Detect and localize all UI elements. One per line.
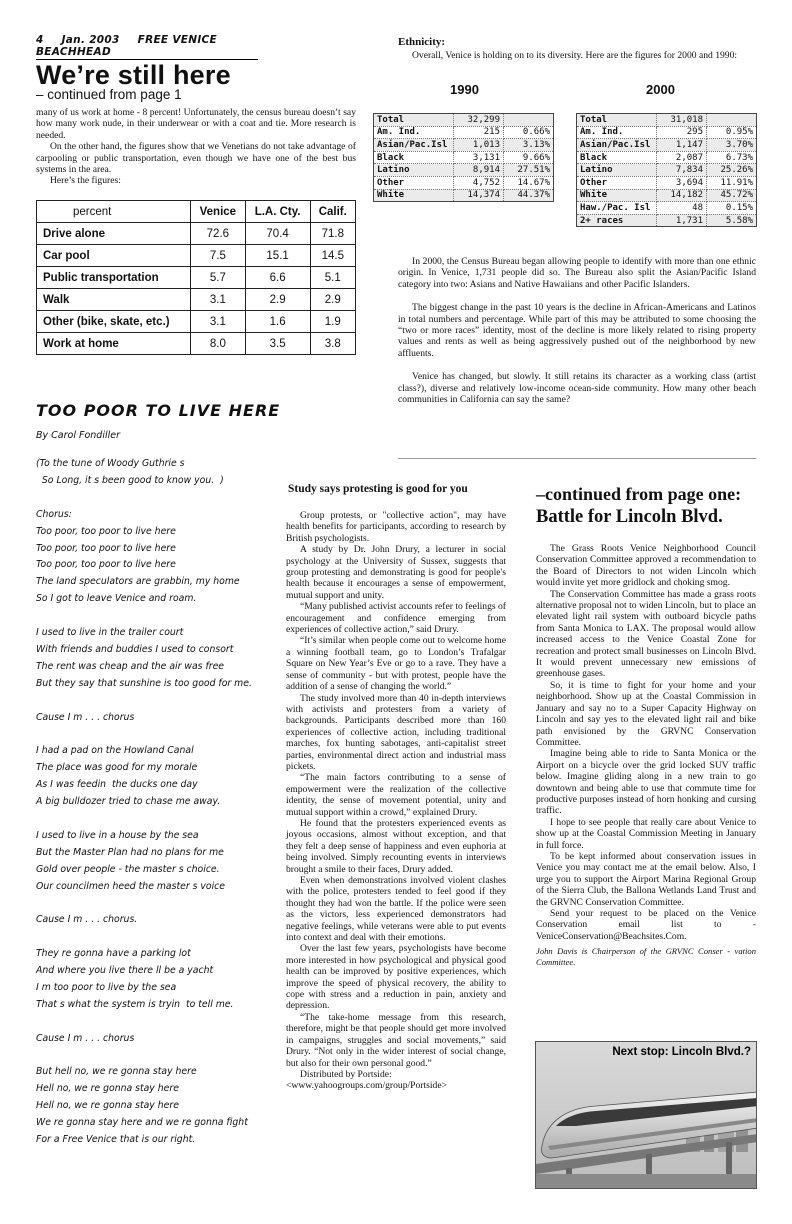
table-cell: 1.9 [310,311,355,333]
census-cell: 32,299 [454,114,504,127]
article-paragraph: Here’s the figures: [50,175,121,187]
census-cell: 9.66% [504,151,554,164]
poem-line: So Long, it s been good to know you. ) [36,474,224,486]
census-cell: 2+ races [577,214,657,227]
table-cell: Work at home [37,333,191,355]
poem-line: And where you live there ll be a yacht [36,965,214,977]
poem-line [36,693,272,710]
census-cell: 5.58% [707,214,757,227]
ethnicity-body [398,256,756,405]
census-cell: 31,018 [657,114,707,127]
study-paragraph: Distributed by Portside: [300,1068,392,1080]
census-cell: 27.51% [504,164,554,177]
poem-line: I had a pad on the Howland Canal [36,745,194,757]
study-body [286,510,506,1092]
table-cell: 8.0 [191,333,246,355]
table-cell: Car pool [37,245,191,267]
poem-line: As I was feedin the ducks one day [36,779,198,791]
census-table-1990 [373,113,554,202]
census-cell: Black [577,151,657,164]
census-row [577,176,757,189]
table-cell: 5.7 [191,267,246,289]
article-paragraph: On the other hand, the figures show that we Venetians do not take advantage of carpooling or public transportation, even though we have one of the best bus systems in the area. [36,141,356,176]
census-cell: Other [577,176,657,189]
census-cell: 44.37% [504,189,554,202]
lincoln-paragraph: The Grass Roots Venice Neighborhood Council Conservation Committee approved a recommendation to the Board of Directors to not widen Lincoln which would invite yet more gridlock and choking smog. [536,543,756,589]
census-cell: 1,147 [657,139,707,152]
census-row [374,151,554,164]
study-paragraph: “It’s similar when people come out to welcome home a winning football team, go to London’s Trafalgar Square on New Year’s Eve or go to a rave. They have a sense of community - but with protest, people have the addition of a sense of changing the world.” [286,635,506,693]
table-row [37,311,356,333]
poem-line [36,811,272,828]
poem-line: A big bulldozer tried to chase me away. [36,796,221,808]
light-rail-train-illustration [536,1042,757,1189]
table-row [37,289,356,311]
publication-name: FREE VENICE BEACHHEAD [36,34,218,58]
running-head [36,34,258,60]
census-cell: Latino [577,164,657,177]
census-cell: Black [374,151,454,164]
page-number: 4 [36,34,44,46]
study-paragraph: A study by Dr. John Drury, a lecturer in social psychology at the University of Sussex, suggests that group protesting and demonstrating is good for people's health because it encourages a sense of empowerment, mutual support and unity. [286,544,506,601]
table-header: L.A. Cty. [245,201,310,223]
poem-line: Cause I m . . . chorus [36,711,135,723]
table-row [37,333,356,355]
census-cell: 8,914 [454,164,504,177]
poem-line: Gold over people - the master s choice. [36,863,220,875]
census-row [374,126,554,139]
table-cell: Walk [37,289,191,311]
table-cell: 6.6 [245,267,310,289]
study-title: Study says protesting is good for you [288,483,468,495]
table-cell: 71.8 [310,223,355,245]
census-cell: White [577,189,657,202]
table-cell: 14.5 [310,245,355,267]
census-cell: 0.15% [707,202,757,215]
poem-line: Hell no, we re gonna stay here [36,1083,179,1095]
table-header: Calif. [310,201,355,223]
study-paragraph: “The main factors contributing to a sense of empowerment were the realization of the collective identity, the sense of movement potential, unity and mutual support within a crowd,” explained Drury. [286,772,506,818]
census-cell: 7,834 [657,164,707,177]
lincoln-paragraph: I hope to see people that really care about Venice to show up at the Coastal Commission Meeting in January in full force. [536,816,756,851]
poem-line [36,1048,272,1065]
lincoln-paragraph: So, it is time to fight for your home and your neighborhood. Show up at the Coastal Commission in January and say no to a Super Capacity Highway on Lincoln and say yes to the elevated light rail and bike path envisioned by the GRVNC Conservation Committee. [536,679,756,748]
census-row [374,176,554,189]
census-cell: Asian/Pac.Isl [577,139,657,152]
table-cell: 3.1 [191,289,246,311]
census-row [577,164,757,177]
poem-line: Hell no, we re gonna stay here [36,1100,179,1112]
census-cell: Latino [374,164,454,177]
poem-line: We re gonna stay here and we re gonna fight [36,1117,248,1129]
census-cell: Asian/Pac.Isl [374,139,454,152]
census-cell: 14.67% [504,176,554,189]
census-cell: 25.26% [707,164,757,177]
lincoln-paragraph: Imagine being able to ride to Santa Monica or the Airport on a bicycle over the grid locked SUV traffic below. Imagine gliding along in a new train to go downtown and being able to use that commute time for productive purposes instead of horn honking and cursing traffic. [536,748,756,817]
census-cell: Total [374,114,454,127]
article-headline: We’re still here [36,60,231,90]
poem-line: But they say that sunshine is too good for me. [36,677,252,689]
poem-line: The rent was cheap and the air was free [36,660,225,672]
poem-line [36,929,272,946]
study-paragraph: He found that the protesters experienced events as joyous occasions, almost without exception, and that they felt a deep sense of happiness and even euphoria at being involved. Simply recounting events in interviews brought a smile to their faces, Drury added. [286,817,506,875]
poem-line: But the Master Plan had no plans for me [36,846,224,858]
article-subhead: – continued from page 1 [36,87,182,102]
poem-line: Too poor, too poor to live here [36,525,176,537]
census-cell: Am. Ind. [577,126,657,139]
census-cell: 2,087 [657,151,707,164]
census-cell: 45.72% [707,189,757,202]
poem-line [36,1014,272,1031]
section-divider [398,458,756,459]
lincoln-paragraph: Send your request to be placed on the Venice Conservation email list to - VeniceConservation@Beachsites.Com. [536,908,756,942]
table-header: percent [37,201,191,223]
study-paragraph: Over the last few years, psychologists have become more interested in how psychological and physical good health can be improved by positive experiences, which improve the speed of physical recovery, the ability to cope with stress and a reduction in pain, anxiety and depression. [286,943,506,1012]
article-body [36,107,356,187]
table-cell: 5.1 [310,267,355,289]
census-cell: 1,013 [454,139,504,152]
poem-line [36,490,272,507]
poem-title: TOO POOR TO LIVE HERE [36,401,281,420]
lincoln-paragraph: To be kept informed about conservation issues in Venice you may contact me at the email below. Also, I urge you to support the Airport Marina Regional Group of the Sierra Club, the Ballona Wetlands Land Trust and the GRVNC Conservation Committee. [536,850,756,908]
poem-line: Our councilmen heed the master s voice [36,880,226,892]
census-cell: Total [577,114,657,127]
census-cell: 6.73% [707,151,757,164]
census-cell: 14,374 [454,189,504,202]
lincoln-kicker: –continued from page one: [536,484,742,504]
census-row [577,114,757,127]
table-cell: 3.1 [191,311,246,333]
poem-author: By Carol Fondiller [36,430,120,441]
poem-line: But hell no, we re gonna stay here [36,1066,197,1078]
census-cell: 0.95% [707,126,757,139]
census-cell: 4,752 [454,176,504,189]
study-paragraph: Even when demonstrations involved violent clashes with the police, protesters tended to feel good if they thought they had won the battle. If the police were seen as the victors, less experienced demonstrators had negative feelings, while veterans were able to put events into context and deal with their emotions. [286,875,506,944]
census-row [577,189,757,202]
poem-line [36,608,272,625]
poem-line: For a Free Venice that is our right. [36,1134,196,1146]
census-cell [707,114,757,127]
train-photo [535,1041,757,1189]
ethnicity-intro: Overall, Venice is holding on to its diversity. Here are the figures for 2000 and 1990: [412,50,738,61]
issue-date: Jan. 2003 [61,34,120,46]
census-cell: 295 [657,126,707,139]
poem-line: With friends and buddies I used to consort [36,643,234,655]
lincoln-title: Battle for Lincoln Blvd. [536,507,723,527]
table-cell: Drive alone [37,223,191,245]
table-cell: 70.4 [245,223,310,245]
census-row [577,202,757,215]
census-cell: 3,131 [454,151,504,164]
table-cell: 15.1 [245,245,310,267]
table-cell: 72.6 [191,223,246,245]
census-row [374,164,554,177]
poem-line: Cause I m . . . chorus. [36,914,138,926]
study-paragraph: Group protests, or "collective action", may have health benefits for participants, according to research by British psychologists. [286,510,506,544]
table-row [37,223,356,245]
census-row [374,189,554,202]
ethnicity-paragraph: Venice has changed, but slowly. It still retains its character as a working class (artist class?), diverse and relatively low-income ocean-side community. How many other beach communities in California can say the same? [398,371,756,406]
census-cell: 0.66% [504,126,554,139]
year-label-1990: 1990 [450,82,479,97]
census-cell: Am. Ind. [374,126,454,139]
lincoln-body [536,543,756,967]
poem-line: So I got to leave Venice and roam. [36,593,197,605]
photo-caption: Next stop: Lincoln Blvd.? [612,1046,751,1058]
census-cell: 48 [657,202,707,215]
census-row [577,214,757,227]
table-cell: 3.8 [310,333,355,355]
poem-line [36,895,272,912]
table-header-row [37,201,356,223]
census-cell [504,114,554,127]
census-cell: 1,731 [657,214,707,227]
census-cell: Other [374,176,454,189]
census-row [577,139,757,152]
ethnicity-heading: Ethnicity: [398,36,446,48]
census-cell: 3.70% [707,139,757,152]
study-paragraph: <www.yahoogroups.com/group/Portside> [286,1080,448,1092]
author-note: John Davis is Chairperson of the GRVNC Conser - vation Committee. [536,946,756,967]
poem-line: The land speculators are grabbin, my home [36,576,240,588]
census-cell: 3,694 [657,176,707,189]
table-cell: Other (bike, skate, etc.) [37,311,191,333]
census-row [374,114,554,127]
table-cell: 7.5 [191,245,246,267]
table-cell: 2.9 [310,289,355,311]
census-row [374,139,554,152]
table-row [37,245,356,267]
census-cell: 14,182 [657,189,707,202]
ethnicity-paragraph: In 2000, the Census Bureau began allowing people to identify with more than one ethnic origin. In Venice, 1,731 people did so. The Bureau also split the Asian/Pacific Island category into two: Asians and Native Hawaiians and other Pacific Islanders. [398,256,756,290]
census-row [577,151,757,164]
ethnicity-paragraph: The biggest change in the past 10 years is the decline in African-Americans and Latinos in total numbers and percentage. While part of this may be attributed to some choosing the “two or more races” identity, most of the decline is more likely related to rising property values and rents as well as being aggressively pushed out of the neighborhood by new affluents. [398,302,756,359]
table-row [37,267,356,289]
poem-line: The place was good for my morale [36,762,198,774]
census-cell: 215 [454,126,504,139]
table-cell: 1.6 [245,311,310,333]
poem-body [36,456,272,1149]
table-cell: Public transportation [37,267,191,289]
census-row [577,126,757,139]
poem-line: I used to live in the trailer court [36,627,184,639]
poem-line: (To the tune of Woody Guthrie s [36,458,185,469]
study-paragraph: The study involved more than 40 in-depth interviews with activists and protesters from a variety of backgrounds. Participants described more than 160 experiences of collective action, including traditional marches, fox hunting sabotages, anti-capitalist street parties, environmental direct action and industrial mass pickets. [286,692,506,772]
poem-line: Too poor, too poor to live here [36,559,176,571]
poem-line [36,726,272,743]
census-cell: White [374,189,454,202]
poem-line: Chorus: [36,508,72,520]
poem-line: That s what the system is tryin to tell me. [36,998,234,1010]
poem-line: I used to live in a house by the sea [36,829,199,841]
census-cell: 11.91% [707,176,757,189]
table-cell: 2.9 [245,289,310,311]
article-paragraph: many of us work at home - 8 percent! Unfortunately, the census bureau doesn’t say how many work nude, in their underwear or with a coat and tie. More research is needed. [36,107,356,141]
table-header: Venice [191,201,246,223]
table-cell: 3.5 [245,333,310,355]
commute-table [36,200,356,355]
year-label-2000: 2000 [646,82,675,97]
poem-line: Cause I m . . . chorus [36,1032,135,1044]
poem-line: Too poor, too poor to live here [36,542,176,554]
poem-line: They re gonna have a parking lot [36,948,191,960]
study-paragraph: “Many published activist accounts refer to feelings of encouragement and confidence emerging from experiences of collective action,” said Drury. [286,601,506,636]
census-table-2000 [576,113,757,227]
census-cell: 3.13% [504,139,554,152]
lincoln-paragraph: The Conservation Committee has made a grass roots alternative proposal not to widen Lincoln, but to place an elevated light rail system with outboard bicycle paths from Santa Monica to LAX. The proposal would allow increased access to the Venice Coastal Zone for recreation and protect small businesses on Lincoln Blvd. It would prevent unnecessary new emissions of greenhouse gases. [536,588,756,680]
poem-line: I m too poor to live by the sea [36,981,177,993]
study-paragraph: “The take-home message from this research, therefore, might be that people should get more involved in campaigns, struggles and social movements,” said Drury. “Not only in the wider interest of social change, but also for their own personal good.” [286,1011,506,1069]
census-cell: Haw./Pac. Isl [577,202,657,215]
